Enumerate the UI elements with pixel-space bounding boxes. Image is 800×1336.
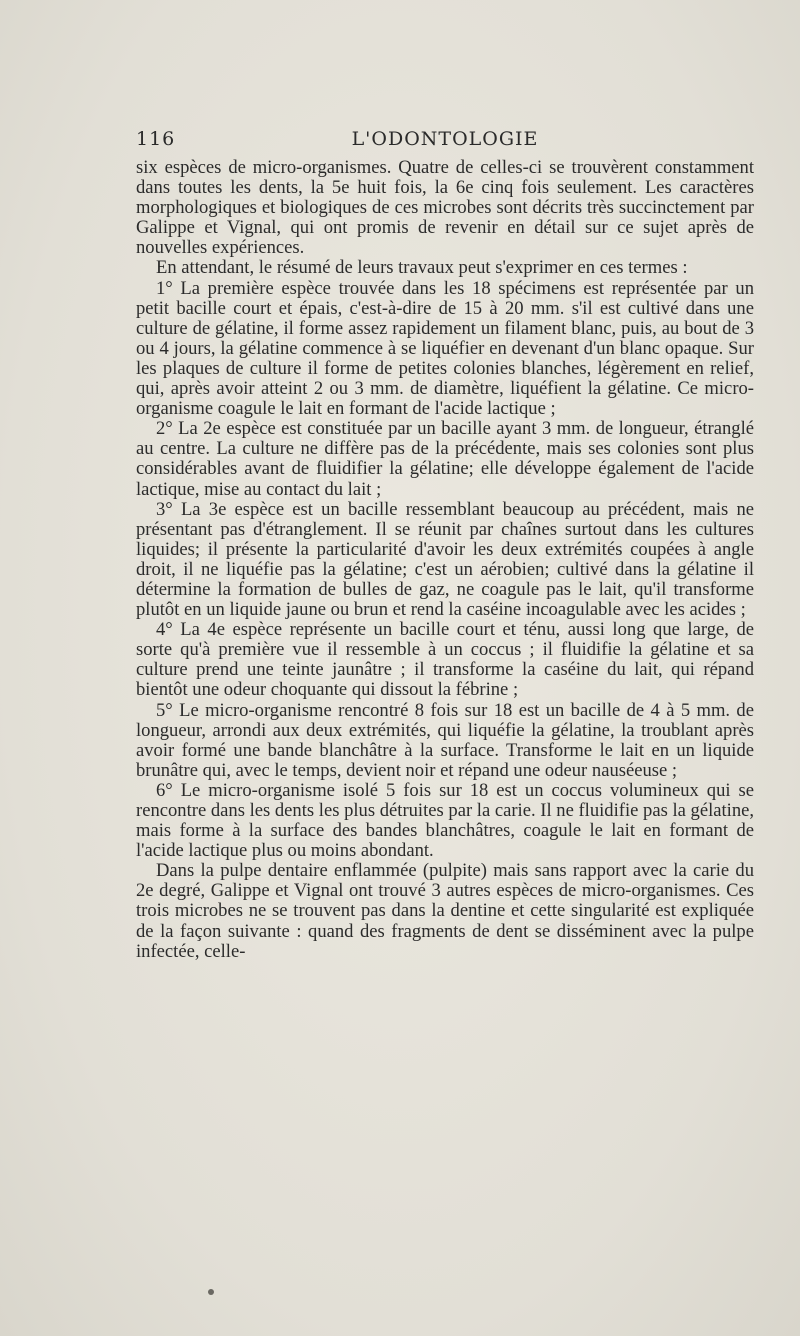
paragraph-species-4: 4° La 4e espèce représente un bacille court et ténu, aussi long que large, de sorte qu'à première vue il ressemble à un coccus ; il fluidifie la gélatine et sa culture prend une teinte jaunâtre ; il transforme la caséine du lait, qui répand bientôt une odeur choquante qui dissout la fébrine ; xyxy=(136,619,754,701)
paragraph-summary-intro: En attendant, le résumé de leurs travaux peut s'exprimer en ces termes : xyxy=(156,257,688,279)
paragraph-species-1: 1° La première espèce trouvée dans les 18 spécimens est représentée par un petit bacille court et épais, c'est-à-dire de 15 à 20 mm. s'il est cultivé dans une culture de gélatine, il forme assez rapidement un filament blanc, puis, au bout de 3 ou 4 jours, la gélatine commence à se liquéfier en devenant d'un blanc opaque. Sur les plaques de culture il forme de petites colonies blanches, légèrement en relief, qui, après avoir atteint 2 ou 3 mm. de diamètre, liquéfient la gélatine. Ce micro-organisme coagule le lait en formant de l'acide lactique ; xyxy=(136,277,754,420)
paragraph-species-3: 3° La 3e espèce est un bacille ressemblant beaucoup au précédent, mais ne présentant pas d'étranglement. Il se réunit par chaînes surtout dans les cultures liquides; il présente la particularité d'avoir les deux extrémités coupées à angle droit, il ne liquéfie pas la gélatine; c'est un aérobien; cultivé dans la gélatine il détermine la formation de bulles de gaz, ne coagule pas le lait, qu'il transforme plutôt en un liquide jaune ou brun et rend la caséine incoagulable avec les acides ; xyxy=(136,498,754,621)
ink-spot xyxy=(208,1289,214,1295)
body-text xyxy=(136,158,754,962)
page-number: 116 xyxy=(136,128,176,150)
paragraph-species-5: 5° Le micro-organisme rencontré 8 fois sur 18 est un bacille de 4 à 5 mm. de longueur, arrondi aux deux extrémités, qui liquéfie la gélatine, la troublant après avoir formé une bande blanchâtre à la surface. Transforme le lait en un liquide brunâtre qui, avec le temps, devient noir et répand une odeur nauséeuse ; xyxy=(136,699,754,781)
running-title: L'ODONTOLOGIE xyxy=(351,128,539,150)
paragraph-species-6: 6° Le micro-organisme isolé 5 fois sur 18 est un coccus volumineux qui se rencontre dans les dents les plus détruites par la carie. Il ne fluidifie pas la gélatine, mais forme à la surface des bandes blanchâtres, coagule le lait en formant de l'acide lactique plus ou moins abondant. xyxy=(136,779,755,862)
page-header xyxy=(136,128,754,156)
paragraph-species-2: 2° La 2e espèce est constituée par un bacille ayant 3 mm. de longueur, étranglé au centre. La culture ne diffère pas de la précédente, mais ses colonies sont plus considérables avant de fluidifier la gélatine; elle développe également de l'acide lactique, mise au contact du lait ; xyxy=(136,418,754,500)
paragraph-pulpitis: Dans la pulpe dentaire enflammée (pulpite) mais sans rapport avec la carie du 2e degré, Galippe et Vignal ont trouvé 3 autres espèces de micro-organismes. Ces trois microbes ne se trouvent pas dans la dentine et cette singularité est expliquée de la façon suivante : quand des fragments de dent se disséminent avec la pulpe infectée, celle- xyxy=(136,860,754,962)
paragraph-intro-continuation: six espèces de micro-organismes. Quatre de celles-ci se trouvèrent constamment dans toutes les dents, la 5e huit fois, la 6e cinq fois seulement. Les caractères morphologiques et biologiques de ces microbes sont décrits très succinctement par Galippe et Vignal, qui ont promis de revenir en détail sur ce sujet après de nouvelles expériences. xyxy=(136,157,754,259)
